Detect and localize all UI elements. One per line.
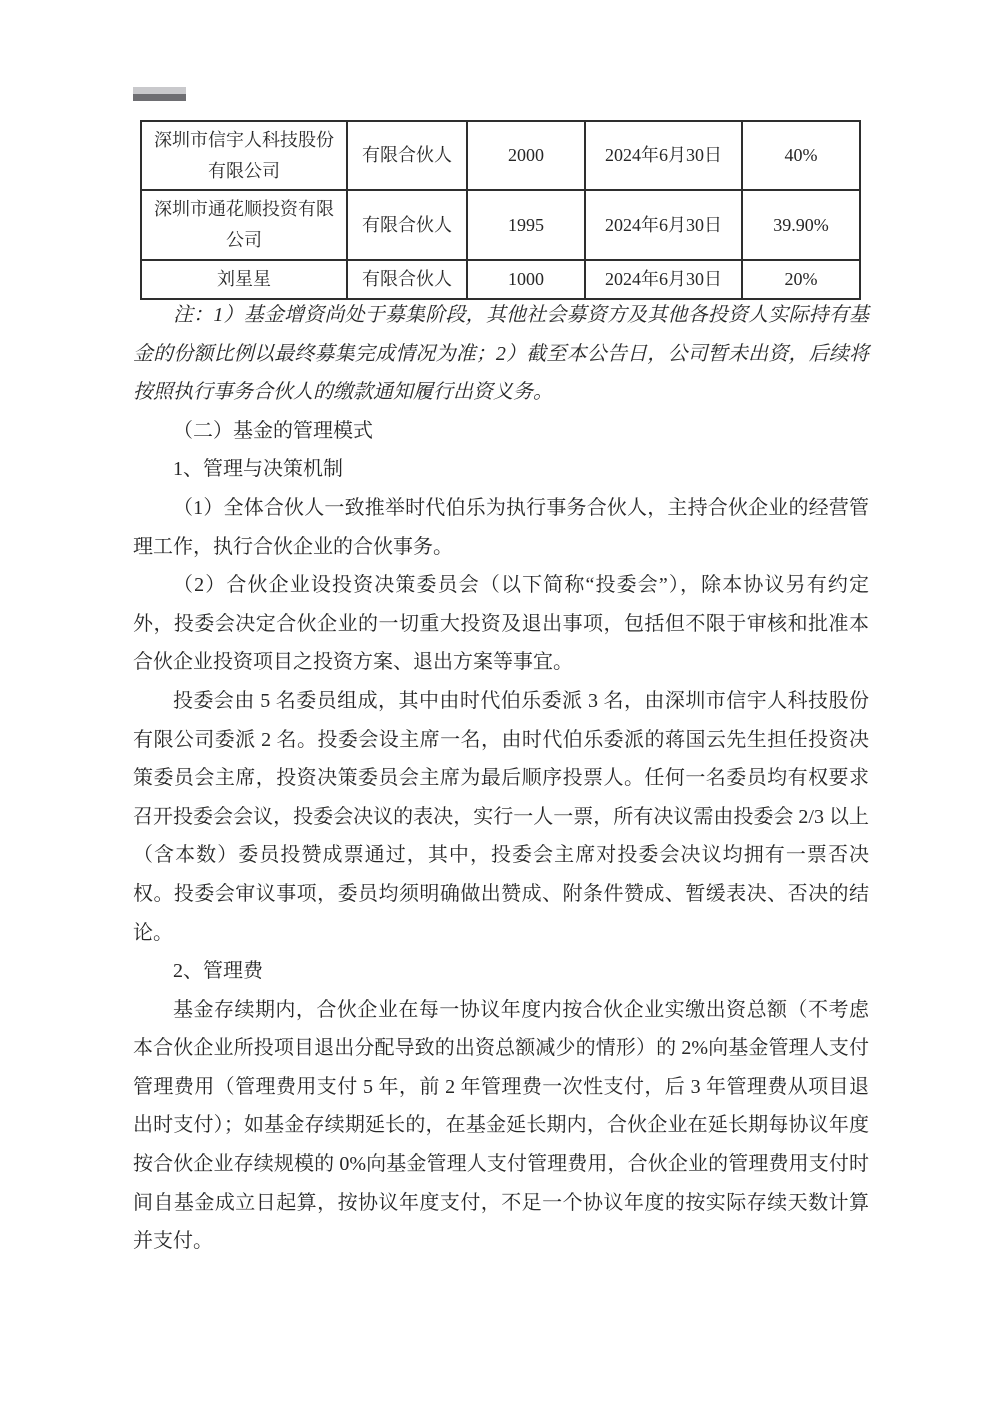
partner-role-cell: 有限合伙人 — [347, 260, 467, 299]
paragraph-committee-composition: 投委会由 5 名委员组成，其中由时代伯乐委派 3 名，由深圳市信宇人科技股份有限公司委派 2 名。投委会设主席一名，由时代伯乐委派的蒋国云先生担任投资决策委员会主席，投资决策委员会主席为最后顺序投票人。任何一名委员均有权要求召开投委会会议，投委会决议的表决，实行一人一票，所有决议需由投委会 2/3 以上（含本数）委员投赞成票通过，其中，投委会主席对投委会决议均拥有一票否决权。投委会审议事项，委员均须明确做出赞成、附条件赞成、暂缓表决、否决的结论。 — [133, 689, 869, 944]
cutoff-fragment-dark — [133, 94, 186, 101]
subsection-heading-management-fee: 2、管理费 — [173, 960, 263, 983]
partner-role-cell: 有限合伙人 — [347, 190, 467, 260]
section-heading: （二）基金的管理模式 — [173, 419, 373, 442]
paragraph-executive-partner: （1）全体合伙人一致推举时代伯乐为执行事务合伙人，主持合伙企业的经营管理工作，执行合伙企业的合伙事务。 — [133, 496, 869, 558]
partner-date-cell: 2024年6月30日 — [585, 260, 742, 299]
table-row — [141, 260, 860, 299]
partner-amount-cell: 2000 — [467, 121, 585, 190]
paragraph-management-fee: 基金存续期内，合伙企业在每一协议年度内按合伙企业实缴出资总额（不考虑本合伙企业所投项目退出分配导致的出资总额减少的情形）的 2%向基金管理人支付管理费用（管理费用支付 5 年，前 2 年管理费一次性支付，后 3 年管理费从项目退出时支付）；如基金存续期延长的，在基金延长期内，合伙企业在延长期每协议年度按合伙企业存续规模的 0%向基金管理人支付管理费用，合伙企业的管理费用支付时间自基金成立日起算，按协议年度支付，不足一个协议年度的按实际存续天数计算并支付。 — [133, 998, 869, 1253]
cutoff-fragment-light — [133, 87, 186, 94]
partner-date-cell: 2024年6月30日 — [585, 190, 742, 260]
partner-date-cell: 2024年6月30日 — [585, 121, 742, 190]
partner-name-cell: 刘星星 — [141, 260, 347, 299]
document-body — [133, 296, 869, 1261]
partner-ratio-cell: 40% — [742, 121, 860, 190]
partner-name-cell: 深圳市通花顺投资有限公司 — [141, 190, 347, 260]
partners-table — [140, 120, 861, 300]
paragraph-investment-committee: （2）合伙企业设投资决策委员会（以下简称“投委会”），除本协议另有约定外，投委会决定合伙企业的一切重大投资及退出事项，包括但不限于审核和批准本合伙企业投资项目之投资方案、退出方案等事宜。 — [133, 574, 869, 674]
partner-name-cell: 深圳市信宇人科技股份有限公司 — [141, 121, 347, 190]
table-row — [141, 121, 860, 190]
table-row — [141, 190, 860, 260]
cutoff-row-fragment — [133, 87, 186, 101]
partner-amount-cell: 1995 — [467, 190, 585, 260]
subsection-heading-management: 1、管理与决策机制 — [173, 458, 343, 481]
note-paragraph: 注：1）基金增资尚处于募集阶段，其他社会募资方及其他各投资人实际持有基金的份额比例以最终募集完成情况为准；2）截至本公告日，公司暂未出资，后续将按照执行事务合伙人的缴款通知履行出资义务。 — [133, 304, 869, 404]
partner-ratio-cell: 20% — [742, 260, 860, 299]
partner-amount-cell: 1000 — [467, 260, 585, 299]
partner-role-cell: 有限合伙人 — [347, 121, 467, 190]
partner-ratio-cell: 39.90% — [742, 190, 860, 260]
